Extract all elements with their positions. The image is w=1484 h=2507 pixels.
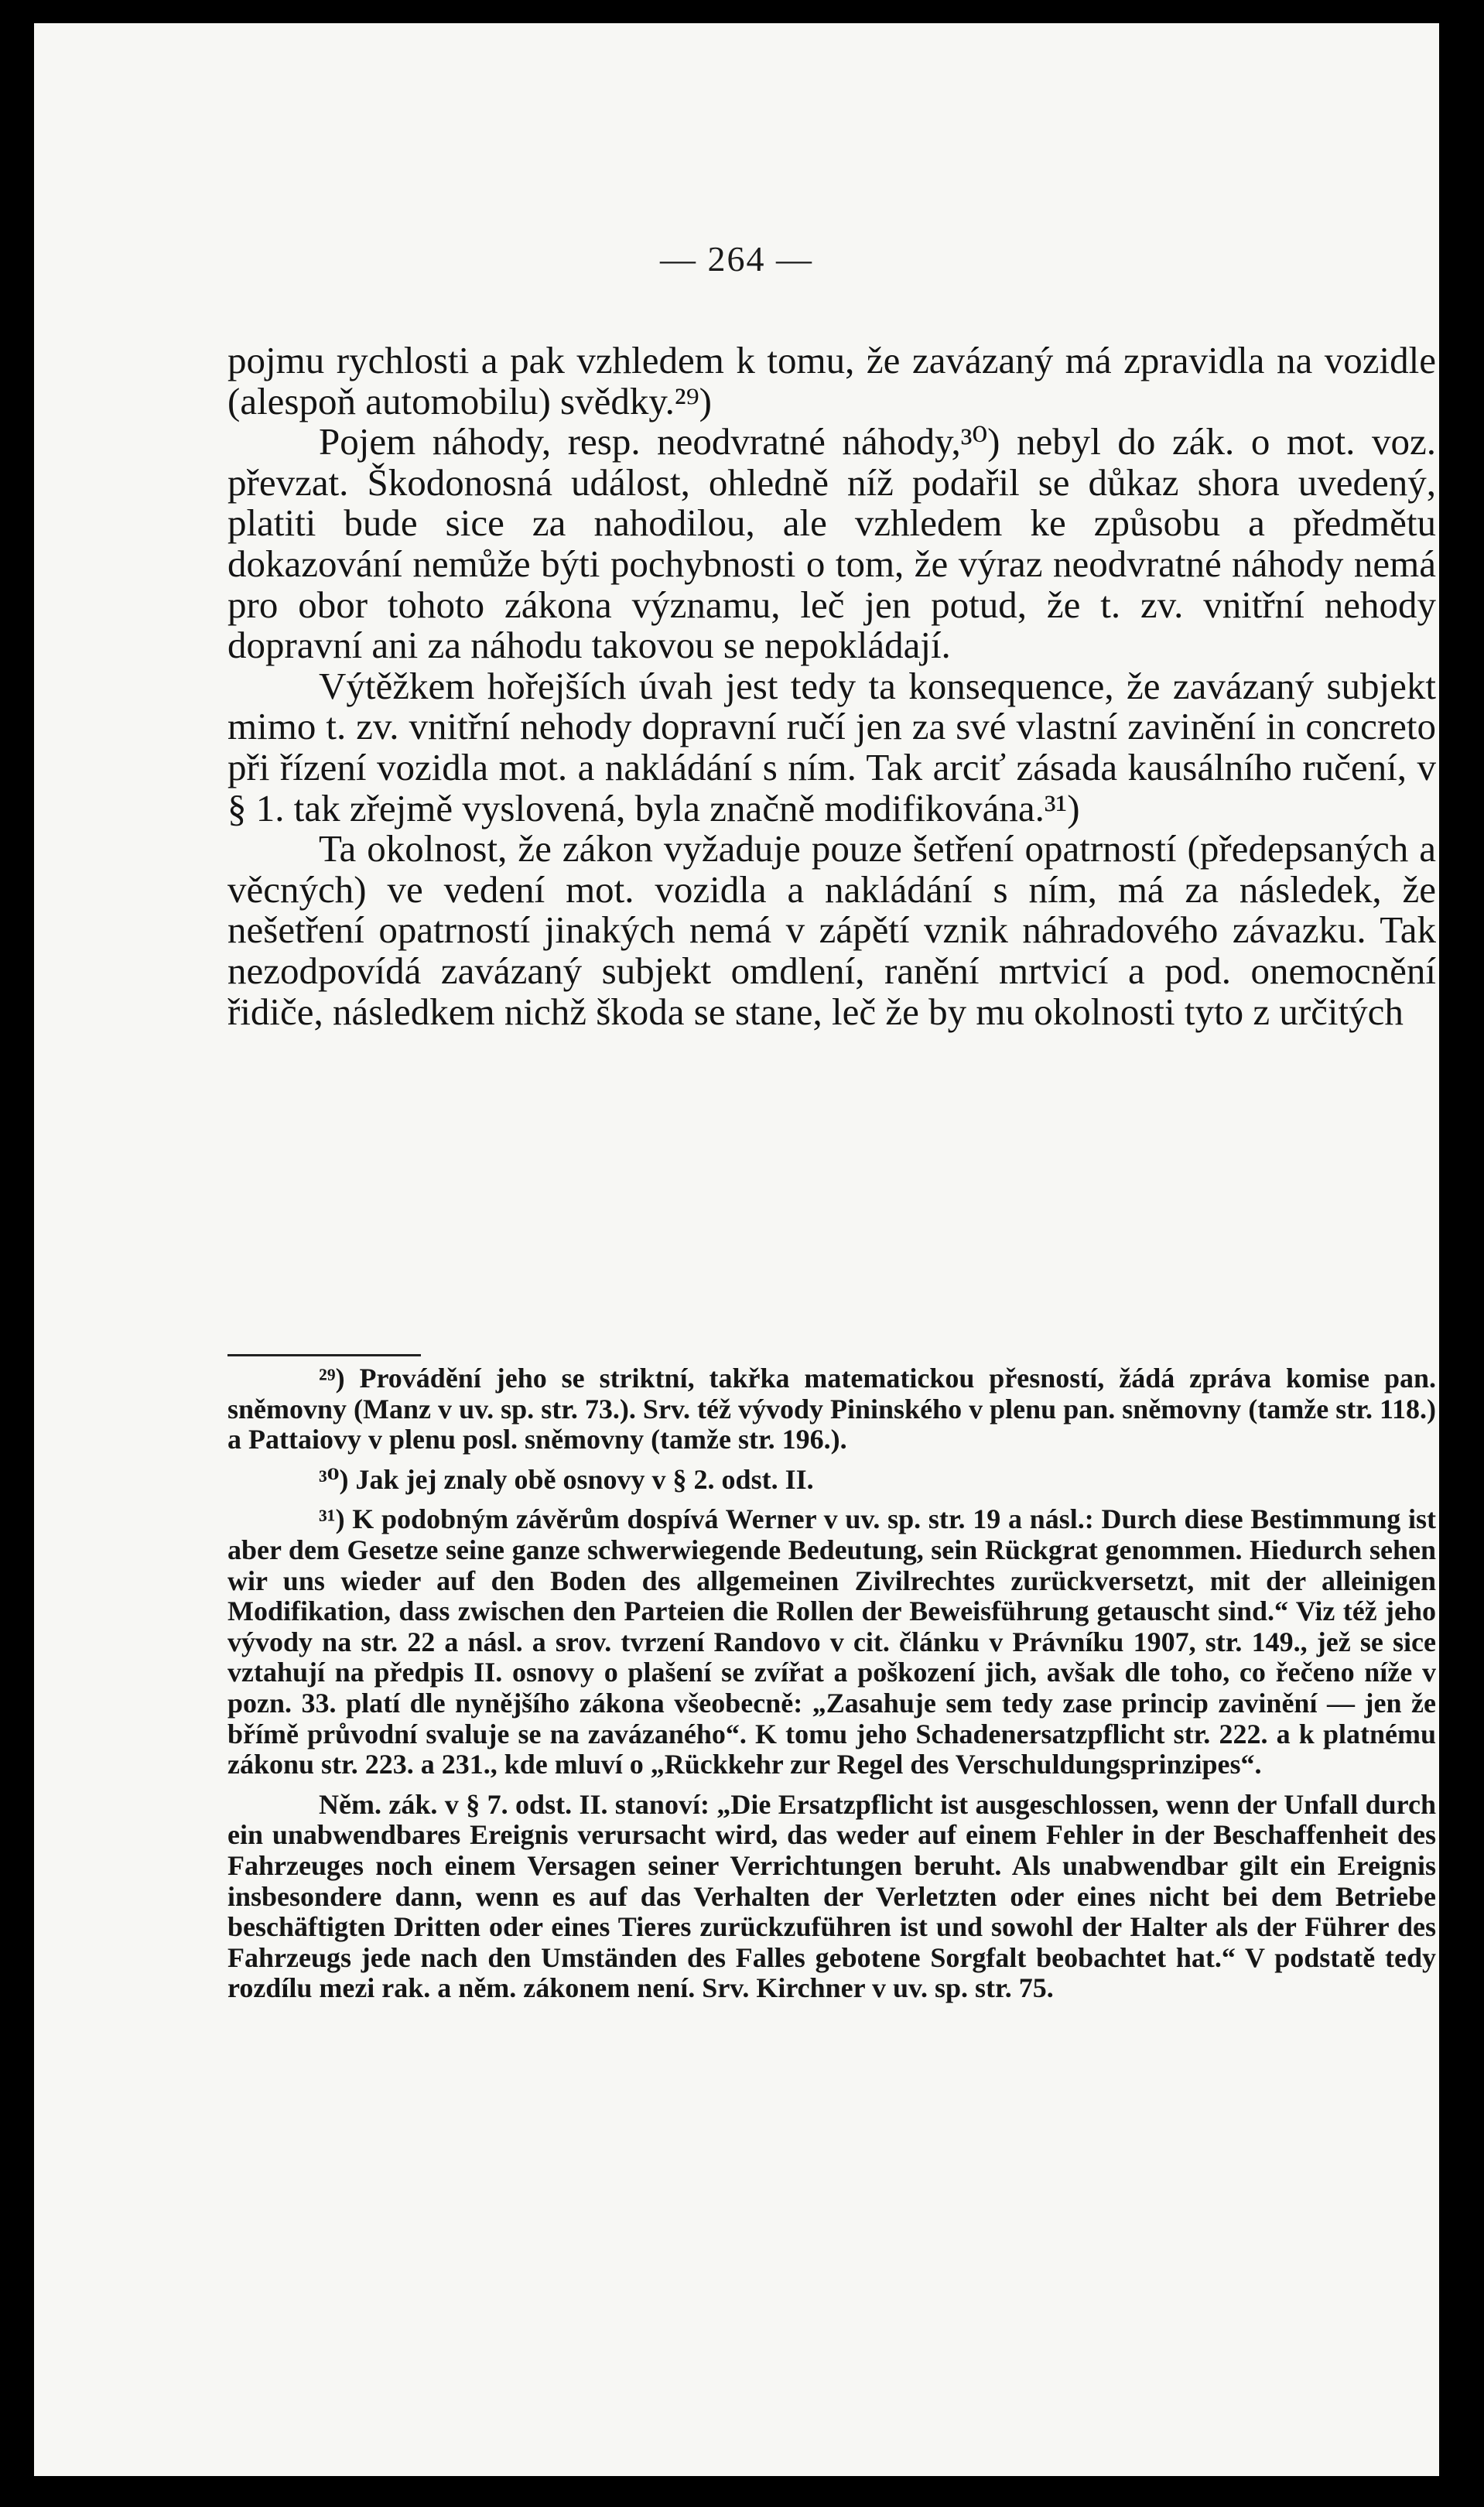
footnote-30: ³⁰) Jak jej znaly obě osnovy v § 2. odst. II. xyxy=(319,1463,814,1495)
book-page xyxy=(34,23,1439,2476)
paragraph-3: Výtěžkem hořejších úvah jest tedy ta konsequence, že zavázaný subjekt mimo t. zv. vnitřní nehody dopravní ručí jen za své vlastní zavinění in concreto při řízení vozidla mot. a nakládání s ním. Tak arciť zásada kausálního ručení, v § 1. tak zřejmě vyslovená, byla značně modifikována.³¹) xyxy=(227,664,1436,829)
paragraph-1: pojmu rychlosti a pak vzhledem k tomu, že zavázaný má zpravidla na vozidle (alespoň automobilu) svědky.²⁹) xyxy=(227,339,1436,422)
main-text xyxy=(227,340,1436,1032)
paragraph-4: Ta okolnost, že zákon vyžaduje pouze šetření opatrností (předepsaných a věcných) ve vedení mot. vozidla a nakládání s ním, má za následek, že nešetření opatrností jinakých nemá v zápětí vznik náhradového závazku. Tak nezodpovídá zavázaný subjekt omdlení, ranění mrtvicí a pod. onemocnění řidiče, následkem nichž škoda se stane, leč že by mu okolnosti tyto z určitých xyxy=(227,827,1436,1033)
footnote-31: ³¹) K podobným závěrům dospívá Werner v uv. sp. str. 19 a násl.: Durch diese Bestimmung ist aber dem Gesetze seine ganze schwerwiegende Bedeutung, sein Rückgrat genommen. Hiedurch sehen wir uns wieder auf den Boden des allgemeinen Zivilrechtes zurückversetzt, mit der alleinigen Modifikation, dass zwischen den Parteien die Rollen der Beweisführung getauscht sind.“ Viz též jeho vývody na str. 22 a násl. a srov. tvrzení Randovo v cit. článku v Právníku 1907, str. 149., jež se sice vztahují na předpis II. osnovy o plašení se zvířat a poškození jich, avšak dle toho, co řečeno níže v pozn. 33. platí dle nynějšího zákona všeobecně: „Zasahuje sem tedy zase princip zavinění — jen že břímě průvodní svaluje se na zavázaného“. K tomu jeho Schadenersatzpflicht str. 222. a k platnému zákonu str. 223. a 231., kde mluví o „Rückkehr zur Regel des Verschuldungsprinzipes“. xyxy=(227,1503,1436,1780)
paragraph-2: Pojem náhody, resp. neodvratné náhody,³⁰) nebyl do zák. o mot. voz. převzat. Škodonosná událost, ohledně níž podařil se důkaz shora uvedený, platiti bude sice za nahodilou, ale vzhledem ke způsobu a předmětu dokazování nemůže býti pochybnosti o tom, že výraz neodvratné náhody nemá pro obor tohoto zákona významu, leč jen potud, že t. zv. vnitřní nehody dopravní ani za náhodu takovou se nepokládají. xyxy=(227,420,1436,667)
footnote-29: ²⁹) Provádění jeho se striktní, takřka matematickou přesností, žádá zpráva komise pan. sněmovny (Manz v uv. sp. str. 73.). Srv. též vývody Pininského v plenu pan. sněmovny (tamže str. 118.) a Pattaiovy v plenu posl. sněmovny (tamže str. 196.). xyxy=(227,1363,1436,1455)
page-number: — 264 — xyxy=(660,239,813,279)
footnotes xyxy=(227,1363,1436,2006)
footnote-german-law: Něm. zák. v § 7. odst. II. stanoví: „Die Ersatzpflicht ist ausgeschlossen, wenn der Unfall durch ein unabwendbares Ereignis verursacht wird, das weder auf einem Fehler in der Beschaffenheit des Fahrzeuges noch einem Versagen seiner Verrichtungen beruht. Als unabwendbar gilt ein Ereignis insbesondere dann, wenn es auf das Verhalten der Verletzten oder eines nicht bei dem Betriebe beschäftigten Dritten oder eines Tieres zurückzuführen ist und sowohl der Halter als der Führer des Fahrzeugs jede nach den Umständen des Falles gebotene Sorgfalt beobachtet hat.“ V podstatě tedy rozdílu mezi rak. a něm. zákonem není. Srv. Kirchner v uv. sp. str. 75. xyxy=(227,1788,1436,2004)
footnote-divider xyxy=(227,1354,421,1356)
